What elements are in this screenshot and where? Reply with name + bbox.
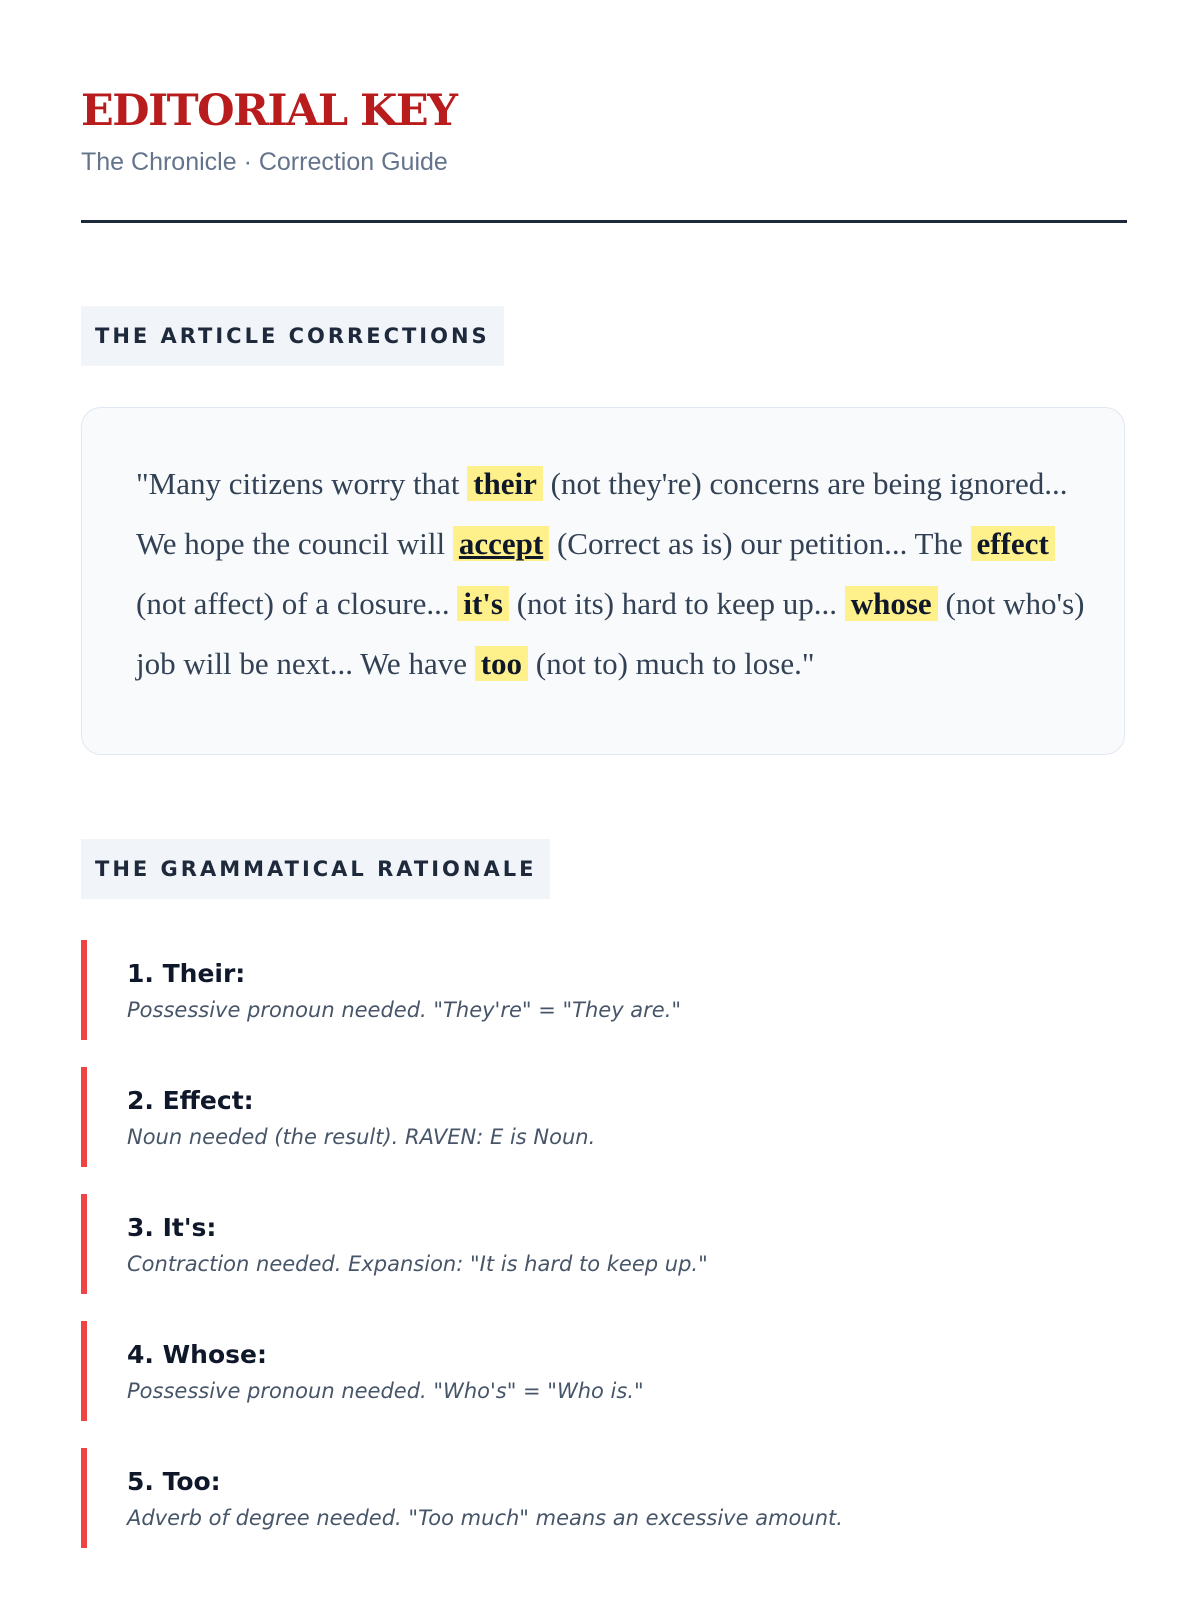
correction-accept: accept	[453, 526, 549, 561]
correction-effect: effect	[971, 526, 1055, 561]
rationale-item	[81, 1067, 1127, 1167]
header-divider	[81, 220, 1127, 223]
rationale-description: Adverb of degree needed. "Too much" means an excessive amount.	[127, 1506, 843, 1530]
rationale-description: Possessive pronoun needed. "They're" = "They are."	[127, 998, 682, 1022]
correction-too: too	[475, 646, 528, 681]
correction-whose: whose	[845, 586, 938, 621]
rationale-title: 3. It's:	[127, 1213, 217, 1242]
rationale-title: 4. Whose:	[127, 1340, 267, 1369]
article-quote	[136, 454, 1096, 694]
article-corrections-box	[81, 407, 1125, 755]
section-label-corrections: THE ARTICLE CORRECTIONS	[81, 306, 504, 366]
rationale-item	[81, 1194, 1127, 1294]
quote-text: (Correct as is) our petition... The	[549, 526, 971, 561]
quote-text: (not they're) concerns are being ignored... We hope the council will	[136, 466, 1068, 561]
quote-text: (not who's) job will be next... We have	[136, 586, 1085, 681]
page-title: EDITORIAL KEY	[81, 86, 457, 136]
section-label-rationale: THE GRAMMATICAL RATIONALE	[81, 839, 550, 899]
page-subtitle: The Chronicle · Correction Guide	[81, 148, 448, 176]
rationale-item	[81, 1321, 1127, 1421]
rationale-item	[81, 940, 1127, 1040]
quote-text: (not to) much to lose."	[528, 646, 815, 681]
rationale-title: 2. Effect:	[127, 1086, 254, 1115]
rationale-title: 5. Too:	[127, 1467, 221, 1496]
rationale-description: Possessive pronoun needed. "Who's" = "Who is."	[127, 1379, 644, 1403]
correction-their: their	[467, 466, 543, 501]
rationale-title: 1. Their:	[127, 959, 246, 988]
rationale-description: Noun needed (the result). RAVEN: E is Noun.	[127, 1125, 596, 1149]
rationale-item	[81, 1448, 1127, 1548]
rationale-description: Contraction needed. Expansion: "It is hard to keep up."	[127, 1252, 708, 1276]
quote-text: (not its) hard to keep up...	[508, 586, 845, 621]
quote-text: (not affect) of a closure...	[136, 586, 458, 621]
quote-text: "Many citizens worry that	[136, 466, 468, 501]
correction-its: it's	[457, 586, 509, 621]
